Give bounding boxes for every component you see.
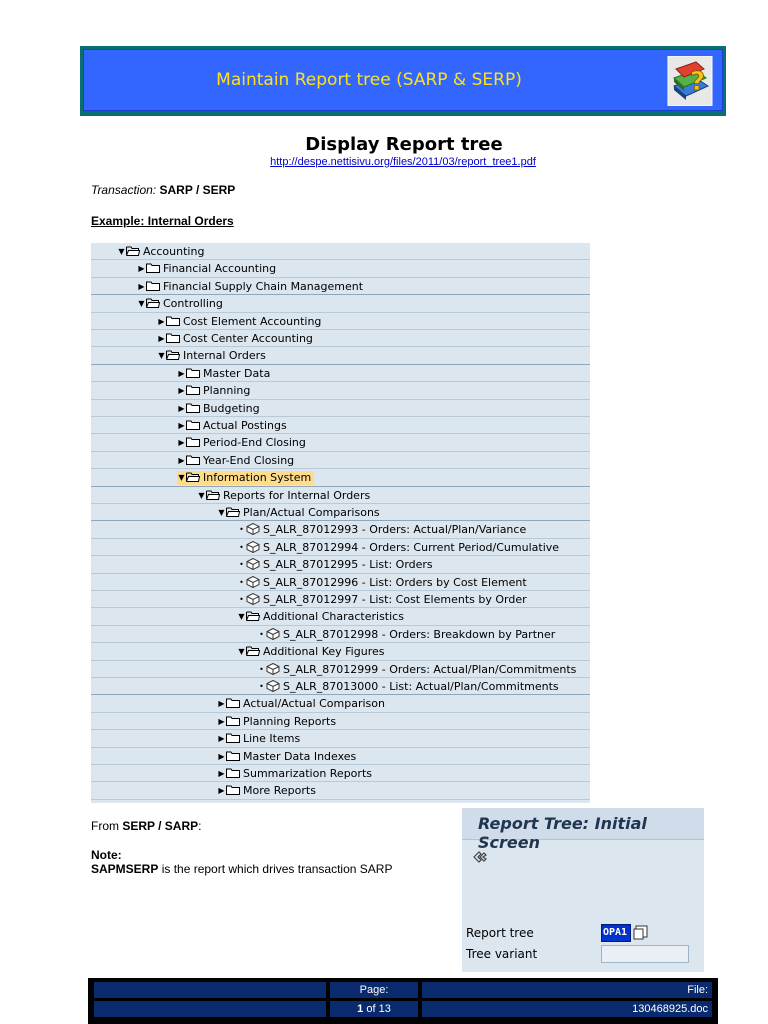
expanded-arrow-icon[interactable]: ▼ (238, 612, 245, 622)
from-text (91, 819, 202, 833)
footer-page-label: Page: (330, 982, 418, 998)
tree-row (91, 765, 590, 782)
tree-folder-node[interactable] (177, 367, 270, 381)
note-report-name: SAPMSERP (91, 862, 159, 876)
folder-icon (146, 280, 160, 291)
expanded-arrow-icon[interactable]: ▼ (118, 247, 125, 256)
tree-row (91, 365, 590, 382)
transaction-label: Transaction: (91, 183, 157, 197)
help-book-icon (666, 56, 714, 106)
header-banner (80, 46, 726, 116)
tree-folder-node[interactable] (217, 750, 356, 764)
tree-node-label: Financial Accounting (163, 262, 277, 276)
report-icon (246, 523, 260, 535)
folder-icon (186, 402, 200, 413)
tree-node-label: More Reports (243, 784, 316, 798)
tree-node-label: S_ALR_87012996 - List: Orders by Cost Element (263, 575, 527, 589)
tree-folder-node[interactable] (177, 402, 260, 416)
note-body (91, 862, 392, 876)
tree-node-label: Master Data (203, 366, 271, 380)
tree-row (91, 278, 590, 295)
folder-icon (226, 697, 240, 708)
tree-node-label: S_ALR_87012998 - Orders: Breakdown by Partner (283, 627, 556, 641)
footer-page-total: of 13 (366, 1003, 391, 1015)
tree-row (91, 643, 590, 660)
folder-icon (186, 436, 200, 447)
footer-cell-empty-1 (94, 982, 326, 998)
tree-row (91, 661, 590, 678)
tree-folder-node[interactable] (177, 471, 314, 485)
folder-open-icon (146, 297, 160, 308)
tree-folder-node[interactable] (197, 489, 370, 503)
tree-row (91, 452, 590, 469)
tree-row (91, 400, 590, 417)
folder-icon (226, 784, 240, 795)
tree-folder-node[interactable] (177, 454, 294, 468)
folder-icon (186, 367, 200, 378)
tree-folder-node[interactable] (157, 349, 266, 363)
folder-icon (166, 315, 180, 326)
tree-row (91, 434, 590, 451)
folder-icon (226, 732, 240, 743)
collapsed-arrow-icon[interactable]: ▶ (218, 751, 225, 761)
collapsed-arrow-icon[interactable]: ▶ (218, 786, 225, 796)
tree-node-label: Budgeting (203, 401, 260, 415)
tree-folder-node[interactable] (217, 715, 336, 729)
from-suffix: : (198, 819, 202, 833)
page-footer (88, 978, 718, 1024)
tree-row (91, 626, 590, 643)
tree-row (91, 330, 590, 347)
tree-folder-node[interactable] (177, 384, 250, 398)
tree-folder-node[interactable] (177, 436, 306, 450)
tree-row (91, 417, 590, 434)
example-heading: Example: Internal Orders (91, 214, 234, 228)
tree-row (91, 347, 590, 364)
report-tree-input[interactable]: OPA1 (601, 924, 631, 942)
folder-open-icon (226, 506, 240, 517)
folder-icon (186, 454, 200, 465)
report-icon (266, 680, 280, 692)
tree-node-label: Reports for Internal Orders (223, 488, 371, 502)
execute-icon[interactable] (472, 850, 488, 867)
tree-node-label: S_ALR_87012995 - List: Orders (263, 558, 433, 572)
collapsed-arrow-icon[interactable]: ▶ (178, 438, 185, 448)
sap-initial-screen (462, 808, 704, 972)
collapsed-arrow-icon[interactable]: ▶ (178, 368, 185, 378)
tree-report-node[interactable] (237, 558, 433, 572)
collapsed-arrow-icon[interactable]: ▶ (218, 699, 225, 709)
tree-report-node[interactable] (257, 663, 576, 677)
footer-file-label: File: (422, 982, 712, 998)
tree-node-label: S_ALR_87012994 - Orders: Current Period/Cumulative (263, 540, 560, 554)
collapsed-arrow-icon[interactable]: ▶ (158, 316, 165, 326)
tree-row (91, 713, 590, 730)
tree-row (91, 539, 590, 556)
bullet-icon: • (239, 595, 244, 604)
folder-open-icon (186, 471, 200, 482)
report-icon (246, 593, 260, 605)
bullet-icon: • (259, 682, 264, 691)
transaction-value: SARP / SERP (159, 183, 236, 197)
tree-node-label: Planning Reports (243, 714, 337, 728)
tree-row (91, 313, 590, 330)
header-banner-inner (83, 49, 723, 111)
expanded-arrow-icon[interactable]: ▼ (198, 490, 205, 500)
footer-page-current: 1 (357, 1003, 364, 1015)
report-icon (266, 663, 280, 675)
tree-node-label: Actual/Actual Comparison (243, 697, 385, 711)
tree-row (91, 695, 590, 712)
tree-report-node[interactable] (257, 680, 559, 694)
tree-node-label: Additional Characteristics (263, 610, 404, 624)
tree-node-label: Cost Center Accounting (183, 332, 313, 345)
tree-node-label: Controlling (163, 297, 223, 311)
expanded-arrow-icon[interactable]: ▼ (178, 473, 185, 483)
tree-row (91, 556, 590, 573)
tree-folder-node[interactable] (157, 315, 321, 329)
tree-report-node[interactable] (237, 576, 527, 590)
tree-node-label: S_ALR_87012993 - Orders: Actual/Plan/Variance (263, 523, 527, 537)
from-prefix: From (91, 819, 119, 833)
collapsed-arrow-icon[interactable]: ▶ (178, 403, 185, 413)
footer-cell-empty-2 (94, 1001, 326, 1017)
tree-row (91, 260, 590, 277)
folder-open-icon (126, 245, 140, 256)
folder-icon (226, 750, 240, 761)
bullet-icon: • (259, 664, 264, 674)
report-icon (246, 541, 260, 553)
tree-node-label: Accounting (143, 245, 205, 258)
folder-icon (186, 384, 200, 395)
tree-folder-node[interactable] (237, 610, 404, 624)
tree-row (91, 591, 590, 608)
footer-page-number (330, 1001, 418, 1017)
tree-folder-node[interactable] (137, 280, 363, 294)
folder-icon (166, 332, 180, 343)
tree-report-node[interactable] (257, 628, 555, 642)
expanded-arrow-icon[interactable]: ▼ (218, 508, 225, 517)
matchcode-icon[interactable] (633, 925, 649, 941)
source-link[interactable]: http://despe.nettisivu.org/files/2011/03/report_tree1.pdf (270, 156, 536, 168)
folder-icon (226, 715, 240, 726)
tree-node-label: Cost Element Accounting (183, 314, 322, 328)
tree-row (91, 574, 590, 591)
tree-folder-node[interactable] (177, 419, 287, 433)
tree-row (91, 504, 590, 521)
tree-row (91, 487, 590, 504)
tree-node-label: Internal Orders (183, 349, 266, 363)
folder-icon (226, 767, 240, 778)
report-tree-label: Report tree (466, 926, 534, 940)
tree-node-label: Planning (203, 384, 251, 398)
collapsed-arrow-icon[interactable]: ▶ (178, 455, 185, 465)
tree-node-label: Summarization Reports (243, 767, 372, 780)
folder-open-icon (206, 489, 220, 500)
collapsed-arrow-icon[interactable]: ▶ (218, 716, 225, 726)
sap-screen-title: Report Tree: Initial Screen (462, 808, 704, 840)
tree-folder-node[interactable] (217, 697, 385, 711)
tree-row (91, 608, 590, 625)
tree-row (91, 730, 590, 747)
tree-row (91, 295, 590, 312)
tree-row (91, 521, 590, 538)
collapsed-arrow-icon[interactable]: ▶ (158, 334, 165, 343)
tree-report-node[interactable] (237, 541, 559, 555)
tree-folder-node[interactable] (157, 332, 313, 346)
bullet-icon: • (239, 542, 244, 552)
bullet-icon: • (239, 525, 244, 535)
tree-report-node[interactable] (237, 523, 526, 537)
tree-row (91, 748, 590, 765)
bullet-icon: • (239, 577, 244, 587)
note-text: is the report which drives transaction SARP (158, 862, 393, 876)
tree-node-label: S_ALR_87013000 - List: Actual/Plan/Commitments (283, 680, 559, 693)
note-heading: Note: (91, 848, 122, 862)
tree-row (91, 243, 590, 260)
expanded-arrow-icon[interactable]: ▼ (158, 351, 165, 361)
folder-icon (146, 262, 160, 273)
page-header-title: Maintain Report tree (SARP & SERP) (216, 70, 522, 90)
tree-folder-node[interactable] (217, 767, 372, 781)
folder-open-icon (246, 610, 260, 621)
collapsed-arrow-icon[interactable]: ▶ (178, 386, 185, 396)
collapsed-arrow-icon[interactable]: ▶ (218, 769, 225, 778)
collapsed-arrow-icon[interactable]: ▶ (218, 734, 225, 744)
tree-folder-node[interactable] (217, 506, 380, 520)
bullet-icon: • (259, 629, 264, 639)
tree-folder-node[interactable] (137, 262, 276, 276)
expanded-arrow-icon[interactable]: ▼ (238, 647, 245, 657)
tree-folder-node[interactable] (137, 297, 223, 311)
tree-row (91, 382, 590, 399)
from-transactions: SERP / SARP (122, 819, 199, 833)
folder-open-icon (246, 645, 260, 656)
collapsed-arrow-icon[interactable]: ▶ (138, 264, 145, 274)
tree-row (91, 469, 590, 486)
svg-text:?: ? (690, 67, 706, 97)
tree-node-label: S_ALR_87012997 - List: Cost Elements by Order (263, 593, 527, 606)
folder-open-icon (166, 349, 180, 360)
transaction-line (91, 183, 235, 197)
tree-node-label: Financial Supply Chain Management (163, 279, 364, 293)
tree-variant-input[interactable] (601, 945, 689, 963)
bullet-icon: • (239, 560, 244, 570)
tree-node-label: Information System (203, 471, 312, 485)
tree-variant-label: Tree variant (466, 947, 538, 961)
report-icon (266, 628, 280, 640)
tree-folder-node[interactable] (217, 732, 300, 746)
tree-node-label: Plan/Actual Comparisons (243, 506, 380, 519)
tree-folder-node[interactable] (217, 784, 316, 798)
tree-node-label: Line Items (243, 732, 301, 746)
collapsed-arrow-icon[interactable]: ▶ (138, 281, 145, 291)
document-title: Display Report tree (305, 134, 503, 155)
tree-node-label: S_ALR_87012999 - Orders: Actual/Plan/Commitments (283, 662, 577, 676)
tree-node-label: Period-End Closing (203, 436, 306, 450)
tree-node-label: Year-End Closing (203, 453, 295, 467)
report-icon (246, 576, 260, 588)
tree-row (91, 782, 590, 799)
tree-report-node[interactable] (237, 593, 527, 607)
footer-file-name: 130468925.doc (422, 1001, 712, 1017)
tree-folder-node[interactable] (237, 645, 384, 659)
tree-node-label: Additional Key Figures (263, 645, 385, 659)
report-icon (246, 558, 260, 570)
collapsed-arrow-icon[interactable]: ▶ (178, 421, 185, 430)
folder-icon (186, 419, 200, 430)
tree-node-label: Actual Postings (203, 419, 287, 432)
tree-node-label: Master Data Indexes (243, 749, 357, 763)
tree-folder-node[interactable] (117, 245, 204, 259)
expanded-arrow-icon[interactable]: ▼ (138, 299, 145, 309)
report-tree (91, 243, 590, 803)
tree-row (91, 678, 590, 695)
